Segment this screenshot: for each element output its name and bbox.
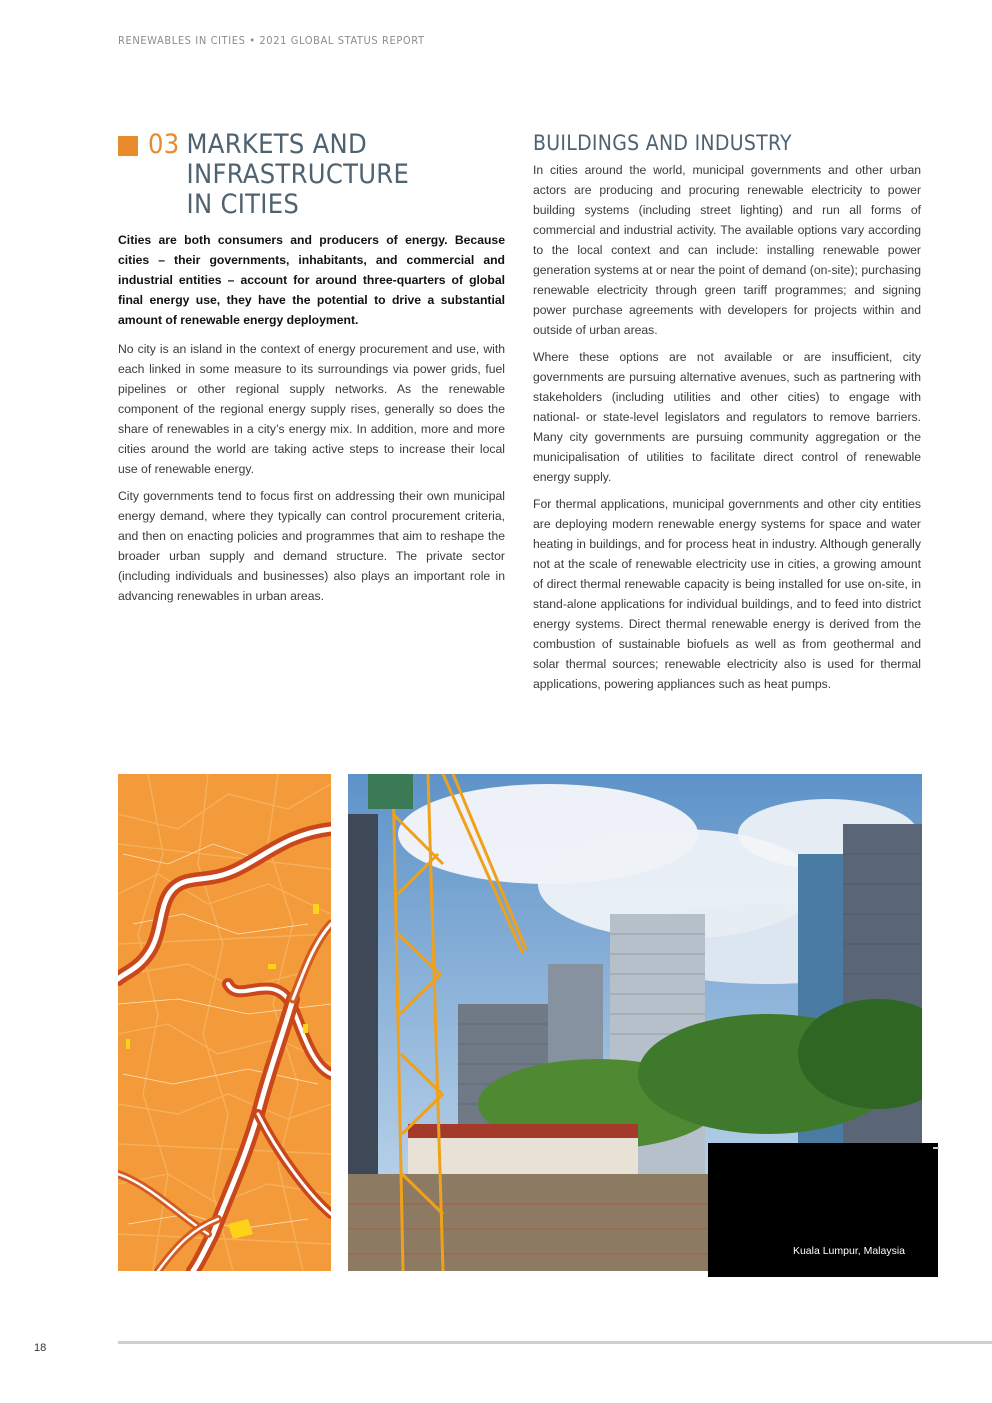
photo-caption: Kuala Lumpur, Malaysia [792,1245,905,1257]
right-column [533,131,921,701]
chapter-title-text [148,130,505,220]
footer-rule [118,1341,992,1344]
right-paragraph-1: In cities around the world, municipal governments and other urban actors are producing and procuring renewable electricity to power building systems (including street lighting) and run all forms of commercial and industrial activity. The available options vary according to the local context and can include: installing renewable power generation systems at or near the point of demand (on-site); purchasing renewable electricity through green tariff programmes; and signing power purchase agreements with developers for projects within and outside of urban areas. [533,163,921,337]
left-column [118,130,505,613]
photo-caption-box [708,1143,938,1277]
left-paragraph-2: City governments tend to focus first on addressing their own municipal energy demand, where they typically can control procurement criteria, and then on enacting policies and programmes that aim to reshape the broader urban supply and demand structure. The private sector (including individuals and businesses) also plays an important role in advancing renewables in urban areas. [118,489,505,603]
page-number: 18 [34,1342,47,1354]
chapter-title-lines [187,130,505,220]
right-paragraph-2: Where these options are not available or are insufficient, city governments are pursuing alternative avenues, such as partnering with stakeholders (including utilities and other cities) to engage with national- or state-level legislators and regulators to remove barriers. Many city governments are pursuing community aggregation or the municipalisation of utilities to facilitate direct control of renewable energy supply. [533,350,921,484]
chapter-title-line1: MARKETS AND INFRASTRUCTURE [186,129,410,190]
left-paragraph-1: No city is an island in the context of energy procurement and use, with each linked in some measure to its surroundings via power grids, fuel pipelines or other regional supply networks. As the renewable component of the regional energy supply rises, generally so does the share of renewables in a city’s energy mix. In addition, more and more cities around the world are taking active steps to increase their local use of renewable energy. [118,342,505,476]
running-header: RENEWABLES IN CITIES • 2021 GLOBAL STATUS REPORT [118,34,425,47]
city-map-image [118,774,331,1271]
chapter-title [118,130,505,220]
chapter-number: 03 [148,129,180,160]
right-paragraph-3: For thermal applications, municipal governments and other city entities are deploying modern renewable energy systems for space and water heating in buildings, and for process heat in industry. Although generally not at the scale of renewable electricity use in cities, a growing amount of direct thermal renewable capacity is being installed for use on-site, in stand-alone applications for individual buildings, and to feed into district energy systems. Direct thermal renewable energy is derived from the combustion of sustainable biofuels as well as from geothermal and solar thermal sources; renewable electricity also is used for thermal applications, powering appliances such as heat pumps. [533,497,921,691]
map-graphic [118,774,331,1271]
chapter-square-icon [118,136,138,156]
chapter-title-line2: IN CITIES [186,189,300,220]
section-heading: BUILDINGS AND INDUSTRY [533,131,792,155]
intro-paragraph: Cities are both consumers and producers of energy. Because cities – their governments, inhabitants, and commercial and industrial entities – account for around three-quarters of global final energy use, they have the potential to drive a substantial amount of renewable energy deployment. [118,233,505,327]
